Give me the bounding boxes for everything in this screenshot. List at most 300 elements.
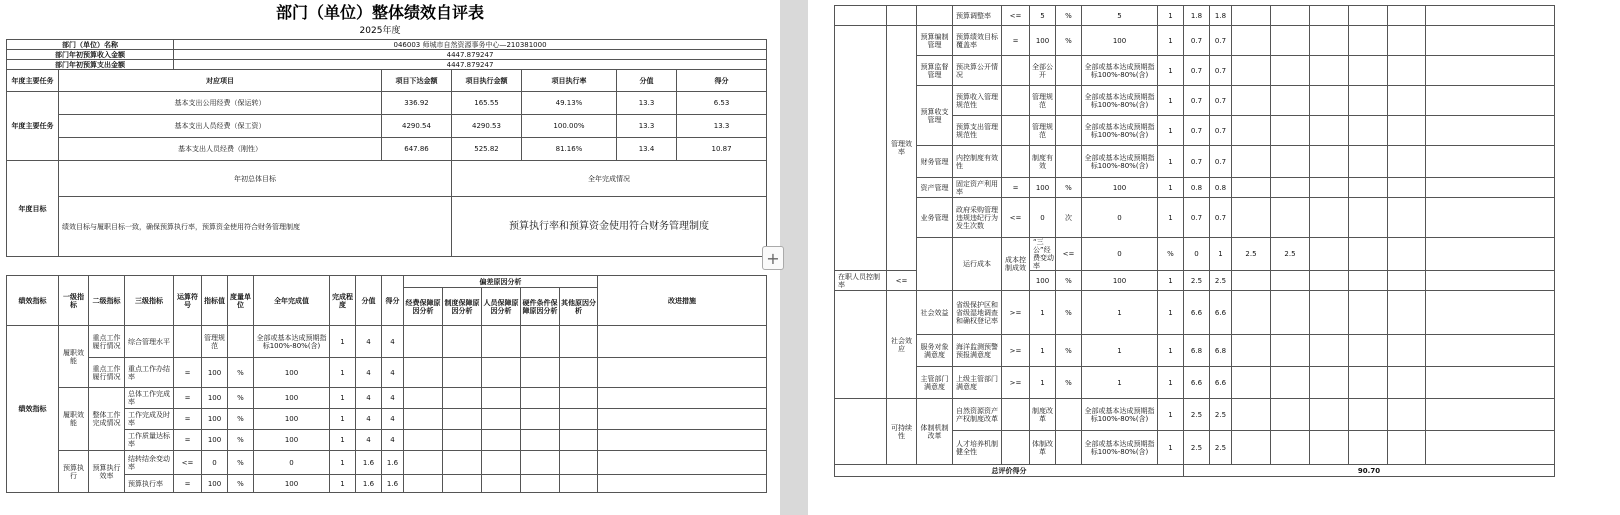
empty-cell — [1349, 335, 1388, 367]
indicator-unit: % — [228, 358, 254, 388]
indicator-done-value: 全部或基本达成预期指标100%-80%(含) — [1082, 146, 1158, 178]
indicator-weight: 6.6 — [1184, 291, 1210, 335]
indicator-weight: 0.7 — [1184, 56, 1210, 86]
empty-cell — [482, 358, 521, 388]
document-title: 部门（单位）整体绩效自评表 — [275, 3, 484, 22]
indicator-table-right — [834, 5, 1555, 477]
empty-cell — [521, 451, 560, 475]
indicator-score: 0.7 — [1210, 198, 1232, 238]
blank-cell — [835, 399, 887, 465]
indicator-level3: 在职人员控制率 — [835, 271, 887, 291]
indicator-unit — [1056, 116, 1082, 146]
indicator-done-value: 0 — [254, 451, 330, 475]
empty-cell — [1310, 271, 1349, 291]
indicator-unit: % — [228, 409, 254, 430]
indicator-score: 4 — [382, 409, 404, 430]
indicator-level3: 自然资源资产产权制度改革 — [953, 399, 1002, 431]
empty-cell — [1310, 178, 1349, 198]
task-name: 基本支出人员经费（刚性） — [59, 138, 382, 161]
indicator-target: 1 — [1030, 291, 1056, 335]
indicator-level3: 内控制度有效性 — [953, 146, 1002, 178]
indicator-completion: 1 — [1210, 238, 1232, 271]
empty-cell — [443, 475, 482, 493]
indicator-done-value: 100 — [1082, 271, 1158, 291]
empty-cell — [1426, 56, 1555, 86]
indicator-score: 0.7 — [1210, 56, 1232, 86]
indicator-weight: 4 — [356, 409, 382, 430]
empty-cell — [1388, 399, 1426, 431]
indicator-weight: 6.6 — [1184, 367, 1210, 399]
empty-cell — [1232, 271, 1271, 291]
empty-cell — [1232, 335, 1271, 367]
indicator-unit: % — [228, 451, 254, 475]
indicator-score: 4 — [382, 326, 404, 358]
indicator-operator — [1002, 146, 1030, 178]
indicator-row — [835, 238, 1555, 271]
task-name: 基本支出人员经费（保工资） — [59, 115, 382, 138]
indicator-operator: <= — [1002, 198, 1030, 238]
indicator-score: 0.7 — [1210, 146, 1232, 178]
indicator-operator — [1002, 56, 1030, 86]
indicator-row — [835, 178, 1555, 198]
task-score: 10.87 — [677, 138, 767, 161]
indicator-score: 4 — [382, 388, 404, 409]
left-indicator-rows — [7, 326, 767, 493]
empty-cell — [1349, 86, 1388, 116]
indicator-target: 1 — [1030, 367, 1056, 399]
indicator-level1: 可持续性 — [887, 399, 917, 465]
indicator-completion: 1 — [330, 451, 356, 475]
indicator-operator: <= — [1056, 238, 1082, 271]
indicator-target: 0 — [1082, 238, 1158, 271]
empty-cell — [1310, 146, 1349, 178]
indicator-table-left — [6, 275, 767, 493]
indicator-score: 1.6 — [382, 475, 404, 493]
perf-col-weight: 分值 — [356, 276, 382, 326]
indicator-completion: 1 — [1158, 431, 1184, 465]
indicator-done-value: 100 — [254, 430, 330, 451]
empty-cell — [1232, 116, 1271, 146]
indicator-unit: % — [1056, 335, 1082, 367]
empty-cell — [1388, 86, 1426, 116]
empty-cell — [1426, 116, 1555, 146]
empty-cell — [1349, 271, 1388, 291]
task-executed: 4290.53 — [452, 115, 522, 138]
empty-cell — [1388, 291, 1426, 335]
summary-table — [6, 39, 767, 257]
empty-cell — [1271, 86, 1310, 116]
empty-cell — [443, 388, 482, 409]
indicator-done-value: 全部或基本达成预期指标100%-80%(含) — [1082, 399, 1158, 431]
dept-name-label: 部门（单位）名称 — [7, 40, 174, 50]
indicator-score: 4 — [382, 358, 404, 388]
indicator-weight: 4 — [356, 326, 382, 358]
empty-cell — [404, 451, 443, 475]
indicator-level3: 工作完成及时率 — [125, 409, 174, 430]
indicator-target: 管理规范 — [202, 326, 228, 358]
empty-cell — [521, 430, 560, 451]
indicator-level1: 社会效应 — [887, 291, 917, 399]
task-row — [7, 115, 767, 138]
indicator-row — [835, 198, 1555, 238]
empty-cell — [1349, 146, 1388, 178]
indicator-row — [7, 326, 767, 358]
task-name: 基本支出公用经费（保运转） — [59, 92, 382, 115]
indicator-level2: 社会效益 — [917, 291, 953, 335]
empty-cell — [521, 475, 560, 493]
indicator-operator: <= — [174, 451, 202, 475]
task-row — [7, 92, 767, 115]
empty-cell — [1310, 367, 1349, 399]
empty-cell — [482, 409, 521, 430]
empty-cell — [1232, 399, 1271, 431]
indicator-operator: = — [174, 475, 202, 493]
indicator-level3: 省级保护区和省级湿地调查和确权登记率 — [953, 291, 1002, 335]
indicator-score: 2.5 — [1210, 271, 1232, 291]
indicator-weight: 4 — [356, 358, 382, 388]
indicator-unit: % — [1056, 6, 1082, 26]
document-year: 2025年度 — [359, 26, 401, 36]
indicator-unit: % — [228, 430, 254, 451]
empty-cell — [482, 388, 521, 409]
indicator-weight: 2.5 — [1184, 431, 1210, 465]
indicator-level1: 运行成本 — [953, 238, 1002, 291]
empty-cell — [598, 451, 767, 475]
dev-col-hardware: 硬件条件保障原因分析 — [521, 288, 560, 326]
indicator-operator: >= — [1002, 367, 1030, 399]
page-gap — [780, 0, 808, 515]
indicator-completion: 1 — [1158, 56, 1184, 86]
empty-cell — [1310, 86, 1349, 116]
empty-cell — [1426, 271, 1555, 291]
empty-cell — [1388, 238, 1426, 271]
empty-cell — [560, 451, 598, 475]
empty-cell — [598, 430, 767, 451]
goals-done-header: 全年完成情况 — [452, 161, 767, 197]
indicator-weight: 6.8 — [1184, 335, 1210, 367]
indicator-done-value: 100 — [254, 388, 330, 409]
empty-cell — [560, 326, 598, 358]
dev-col-other: 其他原因分析 — [560, 288, 598, 326]
indicator-unit: 次 — [1056, 198, 1082, 238]
indicator-unit: % — [228, 475, 254, 493]
indicator-operator: <= — [887, 271, 917, 291]
indicator-level1 — [887, 6, 917, 26]
indicator-level2: 服务对象满意度 — [917, 335, 953, 367]
empty-cell — [1310, 6, 1349, 26]
indicator-level3: 预算调整率 — [953, 6, 1002, 26]
indicator-target: 1 — [1030, 335, 1056, 367]
indicator-operator: <= — [1002, 6, 1030, 26]
empty-cell — [482, 475, 521, 493]
indicator-unit — [228, 326, 254, 358]
indicator-level2: 预算监督管理 — [917, 56, 953, 86]
indicator-completion: 1 — [330, 358, 356, 388]
task-row — [7, 138, 767, 161]
empty-cell — [443, 451, 482, 475]
indicator-level3: “三公”经费变动率 — [1030, 238, 1056, 271]
indicator-weight: 4 — [356, 430, 382, 451]
indicator-level3: 预算收入管理规范性 — [953, 86, 1002, 116]
plus-icon: + — [766, 248, 780, 268]
perf-col-rate: 完成程度 — [330, 276, 356, 326]
perf-row-label: 绩效指标 — [7, 326, 59, 493]
empty-cell — [521, 326, 560, 358]
col-rate: 项目执行率 — [522, 70, 617, 92]
indicator-score: 1.6 — [382, 451, 404, 475]
empty-cell — [1232, 86, 1271, 116]
indicator-weight: 2.5 — [1232, 238, 1271, 271]
indicator-score: 0.7 — [1210, 86, 1232, 116]
indicator-level3: 预算绩效目标覆盖率 — [953, 26, 1002, 56]
indicator-weight: 4 — [356, 388, 382, 409]
empty-cell — [1232, 367, 1271, 399]
total-value: 90.70 — [1184, 465, 1555, 477]
indicator-level1: 履职效能 — [59, 326, 89, 388]
empty-cell — [1271, 146, 1310, 178]
empty-cell — [1232, 291, 1271, 335]
indicator-operator — [1002, 399, 1030, 431]
perf-col-l2: 二级指标 — [89, 276, 125, 326]
empty-cell — [1426, 238, 1555, 271]
indicator-target: 100 — [202, 409, 228, 430]
empty-cell — [443, 326, 482, 358]
empty-cell — [404, 409, 443, 430]
indicator-score: 1.8 — [1210, 6, 1232, 26]
empty-cell — [1388, 367, 1426, 399]
indicator-score: 6.6 — [1210, 367, 1232, 399]
empty-cell — [521, 358, 560, 388]
indicator-weight: 2.5 — [1184, 399, 1210, 431]
indicator-done-value: 全部或基本达成预期指标100%-80%(含) — [1082, 86, 1158, 116]
indicator-target: 100 — [202, 430, 228, 451]
indicator-completion: 1 — [330, 409, 356, 430]
indicator-level2: 重点工作履行情况 — [89, 326, 125, 358]
indicator-level2: 成本控制成效 — [1002, 238, 1030, 291]
empty-cell — [1388, 335, 1426, 367]
indicator-unit — [1056, 399, 1082, 431]
indicator-completion: 1 — [1158, 335, 1184, 367]
empty-cell — [560, 388, 598, 409]
indicator-completion: 1 — [1158, 291, 1184, 335]
indicator-unit: % — [228, 388, 254, 409]
indicator-score: 6.6 — [1210, 291, 1232, 335]
empty-cell — [1426, 86, 1555, 116]
perf-col-l3: 三级指标 — [125, 276, 174, 326]
indicator-completion: 1 — [330, 430, 356, 451]
task-rate: 81.16% — [522, 138, 617, 161]
empty-cell — [1271, 198, 1310, 238]
empty-cell — [1271, 367, 1310, 399]
empty-cell — [1349, 198, 1388, 238]
indicator-done-value: 全部或基本达成预期指标100%-80%(含) — [1082, 116, 1158, 146]
task-score: 13.3 — [677, 115, 767, 138]
empty-cell — [1232, 146, 1271, 178]
goals-plan-header: 年初总体目标 — [59, 161, 452, 197]
indicator-unit: % — [1158, 238, 1184, 271]
add-page-button[interactable] — [762, 246, 784, 270]
perf-col-score: 得分 — [382, 276, 404, 326]
empty-cell — [1426, 367, 1555, 399]
indicator-target: 100 — [1030, 26, 1056, 56]
empty-cell — [1310, 291, 1349, 335]
indicator-score: 2.5 — [1210, 431, 1232, 465]
indicator-completion: 1 — [1158, 399, 1184, 431]
indicator-target: 100 — [1030, 178, 1056, 198]
empty-cell — [1426, 178, 1555, 198]
empty-cell — [1232, 198, 1271, 238]
indicator-row — [7, 388, 767, 409]
indicator-weight: 0.8 — [1184, 178, 1210, 198]
empty-cell — [1388, 198, 1426, 238]
perf-section-label: 绩效指标 — [7, 276, 59, 326]
indicator-level3: 预决算公开情况 — [953, 56, 1002, 86]
indicator-row — [835, 86, 1555, 116]
tasks-section-label: 年度主要任务 — [7, 70, 59, 92]
indicator-row — [835, 335, 1555, 367]
empty-cell — [1310, 56, 1349, 86]
empty-cell — [560, 358, 598, 388]
indicator-unit: % — [1056, 26, 1082, 56]
perf-col-op: 运算符号 — [174, 276, 202, 326]
empty-cell — [1349, 178, 1388, 198]
empty-cell — [1349, 431, 1388, 465]
indicator-score: 2.5 — [1271, 238, 1310, 271]
empty-cell — [1426, 146, 1555, 178]
indicator-row — [835, 6, 1555, 26]
empty-cell — [521, 409, 560, 430]
empty-cell — [598, 326, 767, 358]
empty-cell — [1232, 431, 1271, 465]
empty-cell — [482, 451, 521, 475]
dev-col-funding: 经费保障原因分析 — [404, 288, 443, 326]
perf-col-l1: 一级指标 — [59, 276, 89, 326]
empty-cell — [1349, 56, 1388, 86]
empty-cell — [1426, 335, 1555, 367]
dept-name-value: 046003 师城市自然资源事务中心—210381000 — [174, 40, 767, 50]
indicator-operator: = — [174, 430, 202, 451]
indicator-weight: 1.8 — [1184, 6, 1210, 26]
indicator-row — [835, 291, 1555, 335]
indicator-weight: 1.6 — [356, 451, 382, 475]
empty-cell — [404, 358, 443, 388]
indicator-level2 — [917, 6, 953, 26]
empty-cell — [1426, 291, 1555, 335]
indicator-done-value: 100 — [254, 475, 330, 493]
blank-cell — [835, 291, 887, 399]
indicator-done-value: 全部或基本达成预期指标100%-80%(含) — [254, 326, 330, 358]
indicator-level1: 履职效能 — [59, 388, 89, 451]
empty-cell — [1232, 6, 1271, 26]
indicator-unit — [1056, 86, 1082, 116]
indicator-level2: 资产管理 — [917, 178, 953, 198]
empty-cell — [1349, 26, 1388, 56]
indicator-score: 0.7 — [1210, 116, 1232, 146]
empty-cell — [1426, 399, 1555, 431]
indicator-operator: = — [174, 409, 202, 430]
dev-col-staff: 人员保障原因分析 — [482, 288, 521, 326]
tasks-row-label: 年度主要任务 — [7, 92, 59, 161]
indicator-weight: 0.7 — [1184, 26, 1210, 56]
indicator-unit — [1056, 56, 1082, 86]
empty-cell — [443, 358, 482, 388]
empty-cell — [1349, 6, 1388, 26]
indicator-target: 管理规范 — [1030, 86, 1056, 116]
indicator-target: 制度有效 — [1030, 146, 1056, 178]
indicator-row — [835, 26, 1555, 56]
empty-cell — [598, 388, 767, 409]
task-rate: 49.13% — [522, 92, 617, 115]
indicator-operator — [1002, 86, 1030, 116]
empty-cell — [1271, 399, 1310, 431]
empty-cell — [1310, 335, 1349, 367]
indicator-done-value: 100 — [1082, 26, 1158, 56]
empty-cell — [404, 475, 443, 493]
empty-cell — [1349, 367, 1388, 399]
goals-done-text: 预算执行率和预算资金使用符合财务管理制度 — [452, 197, 767, 257]
indicator-level2: 财务管理 — [917, 146, 953, 178]
indicator-weight: 2.5 — [1184, 271, 1210, 291]
col-executed: 项目执行金额 — [452, 70, 522, 92]
indicator-target: 100 — [202, 388, 228, 409]
indicator-level2: 体制机制改革 — [917, 399, 953, 465]
indicator-completion: 1 — [1158, 86, 1184, 116]
indicator-target: 100 — [202, 358, 228, 388]
empty-cell — [1349, 399, 1388, 431]
task-score: 6.53 — [677, 92, 767, 115]
total-row — [835, 465, 1555, 477]
indicator-weight: 0.7 — [1184, 146, 1210, 178]
empty-cell — [521, 388, 560, 409]
indicator-level3: 结转结余变动率 — [125, 451, 174, 475]
indicator-unit: % — [1056, 291, 1082, 335]
blank-cell — [835, 6, 887, 26]
indicator-level1: 预算执行 — [59, 451, 89, 493]
indicator-operator: = — [174, 358, 202, 388]
indicator-operator: >= — [1002, 291, 1030, 335]
task-budget: 647.86 — [382, 138, 452, 161]
indicator-operator: = — [1002, 178, 1030, 198]
empty-cell — [1310, 399, 1349, 431]
indicator-score: 0.7 — [1210, 26, 1232, 56]
empty-cell — [1349, 291, 1388, 335]
indicator-weight: 1.6 — [356, 475, 382, 493]
empty-cell — [1310, 431, 1349, 465]
empty-cell — [404, 326, 443, 358]
indicator-score: 6.8 — [1210, 335, 1232, 367]
indicator-unit: % — [1056, 367, 1082, 399]
indicator-operator — [174, 326, 202, 358]
empty-cell — [1232, 56, 1271, 86]
empty-cell — [482, 430, 521, 451]
goals-plan-text: 绩效目标与履职目标一致，确保预算执行率，预算资金使用符合财务管理制度 — [59, 197, 452, 257]
task-budget: 336.92 — [382, 92, 452, 115]
empty-cell — [1271, 335, 1310, 367]
indicator-target: 0 — [202, 451, 228, 475]
indicator-unit: % — [1056, 178, 1082, 198]
empty-cell — [443, 409, 482, 430]
indicator-level3: 上级主管部门满意度 — [953, 367, 1002, 399]
perf-col-deviation: 偏差原因分析 — [404, 276, 598, 288]
page-1 — [0, 0, 780, 515]
expense-label: 部门年初预算支出金额 — [7, 60, 174, 70]
empty-cell — [1271, 291, 1310, 335]
indicator-weight: 0.7 — [1184, 116, 1210, 146]
empty-cell — [1310, 238, 1349, 271]
empty-cell — [1310, 198, 1349, 238]
indicator-row — [7, 358, 767, 388]
indicator-done-value: 1 — [1082, 335, 1158, 367]
